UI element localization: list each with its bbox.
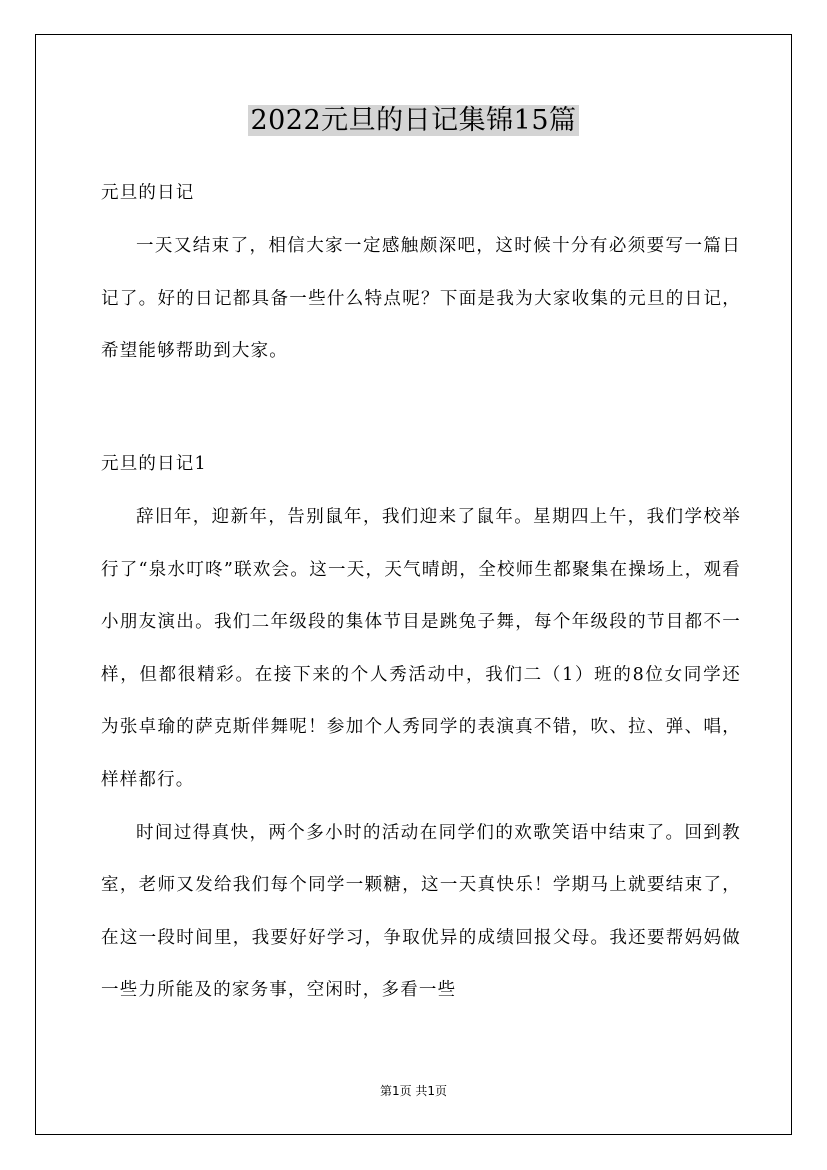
- intro-body: [101, 220, 741, 378]
- section1-paragraph-1: 辞旧年，迎新年，告别鼠年，我们迎来了鼠年。星期四上午，我们学校举行了“泉水叮咚”联欢会。这一天，天气晴朗，全校师生都聚集在操场上，观看小朋友演出。我们二年级段的集体节目是跳兔子舞，每个年级段的节目都不一样，但都很精彩。在接下来的个人秀活动中，我们二（1）班的8位女同学还为张卓瑜的萨克斯伴舞呢！参加个人秀同学的表演真不错，吹、拉、弹、唱，样样都行。: [101, 507, 741, 790]
- section1-heading: 元旦的日记1: [101, 454, 207, 474]
- section1-body: [101, 491, 741, 1017]
- document-title-container: [0, 100, 827, 142]
- page-footer: 第1页 共1页: [379, 1084, 448, 1098]
- section1-paragraph-2: 时间过得真快，两个多小时的活动在同学们的欢歌笑语中结束了。回到教室，老师又发给我们每个同学一颗糖，这一天真快乐！学期马上就要结束了，在这一段时间里，我要好好学习，争取优异的成绩回报父母。我还要帮妈妈做一些力所能及的家务事，空闲时，多看一些: [101, 822, 741, 1001]
- document-title: 2022元旦的日记集锦15篇: [250, 105, 577, 136]
- intro-heading: 元旦的日记: [101, 183, 195, 203]
- intro-paragraph: 一天又结束了，相信大家一定感触颇深吧，这时候十分有必须要写一篇日记了。好的日记都具备一些什么特点呢？下面是我为大家收集的元旦的日记，希望能够帮助到大家。: [101, 236, 741, 362]
